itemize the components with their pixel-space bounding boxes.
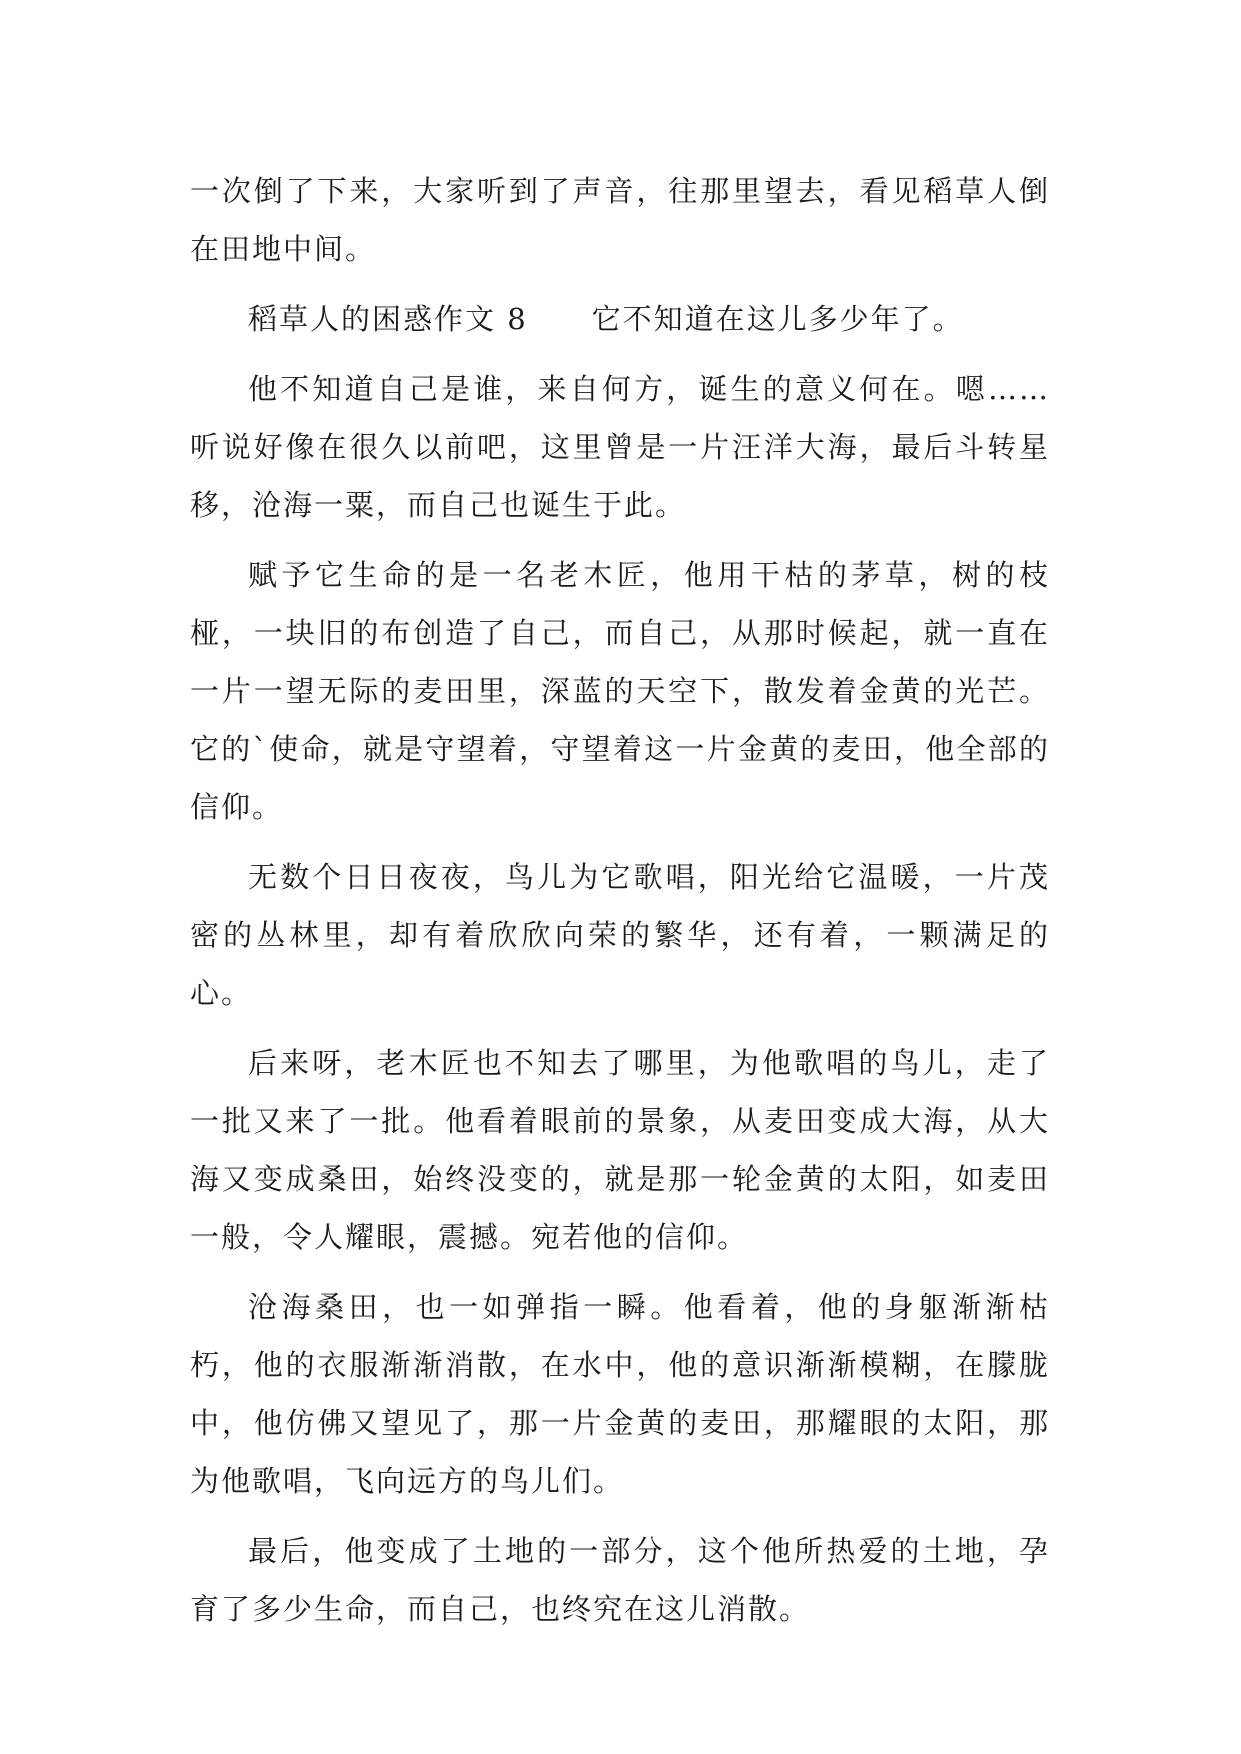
essay-title: 稻草人的困惑作文 8 [248,302,528,336]
paragraph: 一次倒了下来，大家听到了声音，往那里望去，看见稻草人倒在田地中间。 [190,174,1050,266]
essay-heading [190,290,1050,348]
paragraph: 后来呀，老木匠也不知去了哪里，为他歌唱的鸟儿，走了一批又来了一批。他看着眼前的景象，从麦田变成大海，从大海又变成桑田，始终没变的，就是那一轮金黄的太阳，如麦田一般，令人耀眼，震撼。宛若他的信仰。 [190,1046,1050,1254]
paragraph: 沧海桑田，也一如弹指一瞬。他看着，他的身躯渐渐枯朽，他的衣服渐渐消散，在水中，他的意识渐渐模糊，在朦胧中，他仿佛又望见了，那一片金黄的麦田，那耀眼的太阳，那为他歌唱，飞向远方的鸟儿们。 [190,1290,1050,1498]
paragraph: 最后，他变成了土地的一部分，这个他所热爱的土地，孕育了多少生命，而自己，也终究在这儿消散。 [190,1534,1050,1626]
paragraph: 无数个日日夜夜，鸟儿为它歌唱，阳光给它温暖，一片茂密的丛林里，却有着欣欣向荣的繁华，还有着，一颗满足的心。 [190,860,1050,1010]
document-body [190,162,1050,1650]
paragraph: 他不知道自己是谁，来自何方，诞生的意义何在。嗯……听说好像在很久以前吧，这里曾是一片汪洋大海，最后斗转星移，沧海一粟，而自己也诞生于此。 [190,372,1050,522]
essay-first-sentence: 它不知道在这儿多少年了。 [591,302,964,336]
paragraph: 赋予它生命的是一名老木匠，他用干枯的茅草，树的枝桠，一块旧的布创造了自己，而自己，从那时候起，就一直在一片一望无际的麦田里，深蓝的天空下，散发着金黄的光芒。它的`使命，就是守望着，守望着这一片金黄的麦田，他全部的信仰。 [190,558,1050,824]
